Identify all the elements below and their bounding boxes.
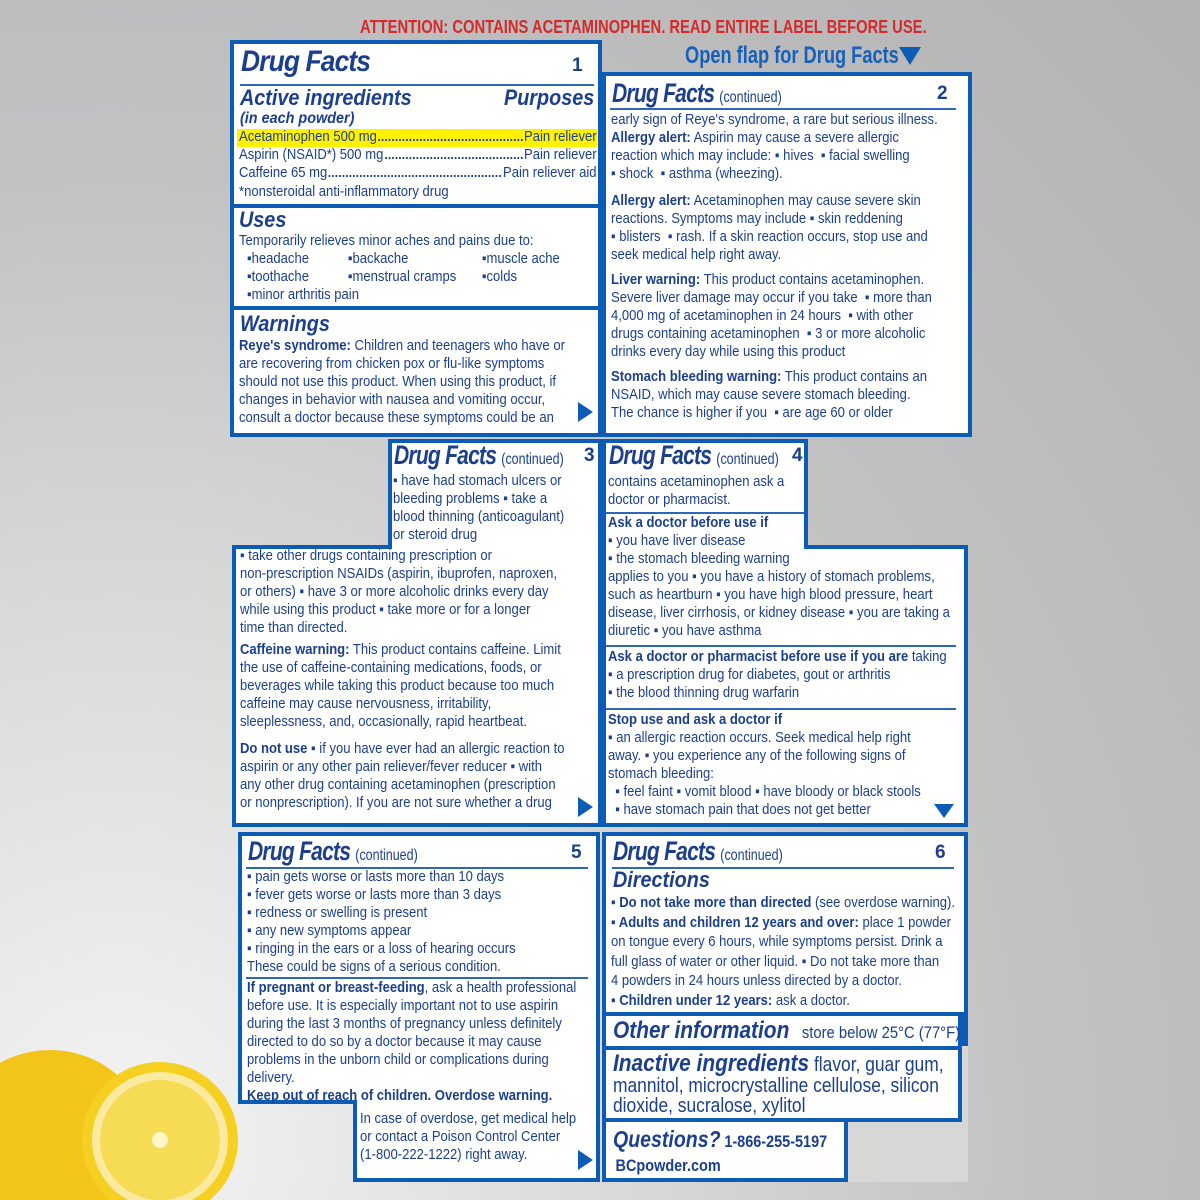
text-line: ▪ a prescription drug for diabetes, gout or arthritis xyxy=(608,666,891,683)
purposes-heading: Purposes xyxy=(504,85,595,110)
uses-list xyxy=(247,250,578,304)
ingredient-row xyxy=(239,146,597,164)
active-ingredients-heading: Active ingredients xyxy=(240,85,412,110)
text-line: ▪ blisters ▪ rash. If a skin reaction occurs, stop use and xyxy=(611,228,928,245)
continued: (continued) xyxy=(716,451,779,468)
text: place 1 powder xyxy=(858,913,951,931)
text-line: doctor or pharmacist. xyxy=(608,491,731,508)
other-info-heading: Other information xyxy=(613,1017,790,1044)
bold-label: ▪ Children under 12 years: xyxy=(611,991,773,1009)
text-line: early sign of Reye's syndrome, a rare but serious illness. xyxy=(611,111,938,128)
title: Drug Facts xyxy=(609,440,712,470)
next-arrow-icon xyxy=(578,797,593,817)
text-line: or others) ▪ have 3 or more alcoholic drinks every day xyxy=(240,583,549,600)
text-line xyxy=(611,913,955,933)
text-line: These could be signs of a serious condition. xyxy=(247,958,501,975)
use-item: ▪menstrual cramps xyxy=(347,268,457,285)
text-line: NSAID, which may cause severe stomach bleeding. xyxy=(611,386,911,403)
continued: (continued) xyxy=(720,847,783,864)
warnings-heading: Warnings xyxy=(240,311,330,336)
text-line: changes in behavior with nausea and vomiting occur, xyxy=(239,391,546,408)
text-line: The chance is higher if you ▪ are age 60 or older xyxy=(611,404,893,421)
continued: (continued) xyxy=(355,847,418,864)
continued: (continued) xyxy=(719,89,782,106)
text-line: consult a doctor because these symptoms could be an xyxy=(239,409,554,426)
other-info xyxy=(613,1017,960,1047)
liver-warning xyxy=(611,271,980,361)
text-line: ▪ ringing in the ears or a loss of hearing occurs xyxy=(247,940,516,957)
text-line: ▪ have stomach pain that does not get better xyxy=(608,801,871,818)
bold-label: ▪ Do not take more than directed xyxy=(611,894,812,911)
text-line: drinks every day while using this product xyxy=(611,343,846,360)
text-line xyxy=(611,893,955,913)
drug-facts-title xyxy=(248,836,418,871)
title: Drug Facts xyxy=(394,440,497,470)
text-line: aspirin or any other pain reliever/fever reducer ▪ with xyxy=(240,758,543,775)
uses-intro: Temporarily relieves minor aches and pains due to: xyxy=(239,232,534,249)
text-line: ▪ pain gets worse or lasts more than 10 days xyxy=(247,868,505,885)
footnote: *nonsteroidal anti-inflammatory drug xyxy=(239,183,449,200)
text-line: ▪ fever gets worse or lasts more than 3 days xyxy=(247,886,502,903)
text-line: contains acetaminophen ask a xyxy=(608,473,785,490)
text-line xyxy=(611,129,938,147)
text: Acetaminophen may cause severe skin xyxy=(690,192,921,209)
bold-label: Stomach bleeding warning: xyxy=(611,368,782,385)
text-line xyxy=(239,337,565,355)
text-line: disease, liver cirrhosis, or kidney disease ▪ you are taking a xyxy=(608,604,950,621)
bold-label: ▪ Adults and children 12 years and over: xyxy=(611,913,859,931)
text-line: ▪ redness or swelling is present xyxy=(247,904,428,921)
warnings-continued-2 xyxy=(240,547,604,637)
text-line: during the last 3 months of pregnancy unless definitely xyxy=(247,1015,562,1032)
text-line xyxy=(240,641,561,659)
text-line: ▪ have had stomach ulcers or xyxy=(393,472,562,489)
text-line: (1-800-222-1222) right away. xyxy=(360,1146,528,1163)
divider xyxy=(606,645,956,647)
text-line: the use of caffeine-containing medications, foods, or xyxy=(240,659,542,676)
questions-heading: Questions? xyxy=(613,1126,721,1152)
text-line: time than directed. xyxy=(240,619,348,636)
text-line xyxy=(608,514,950,532)
use-item: ▪minor arthritis pain xyxy=(247,286,359,303)
inactive-line xyxy=(613,1050,944,1077)
bold-label: Caffeine warning: xyxy=(240,641,350,658)
attention-banner: ATTENTION: CONTAINS ACETAMINOPHEN. READ ENTIRE LABEL BEFORE USE. xyxy=(360,17,927,37)
ingredient-name: Caffeine 65 mg xyxy=(239,164,328,181)
inactive-line: dioxide, sucralose, xylitol xyxy=(613,1095,806,1117)
ingredient-purpose: Pain reliever xyxy=(524,128,597,145)
panel-number: 6 xyxy=(935,842,946,863)
ingredients-list xyxy=(239,128,650,182)
next-arrow-icon xyxy=(578,1150,593,1170)
do-not-use-continued xyxy=(608,473,811,509)
use-item: ▪headache xyxy=(247,250,309,267)
text-line: ▪ an allergic reaction occurs. Seek medical help right xyxy=(608,729,911,746)
stomach-warning xyxy=(611,368,974,422)
drug-facts-title: Drug Facts xyxy=(241,45,371,78)
text: This product contains caffeine. Limit xyxy=(349,641,561,658)
text-line: caffeine may cause nervousness, irritability, xyxy=(240,695,492,712)
uses-heading: Uses xyxy=(239,207,287,232)
warnings-text xyxy=(239,337,614,427)
questions xyxy=(613,1126,827,1176)
bold-label: Reye's syndrome: xyxy=(239,337,351,354)
text-line: diuretic ▪ you have asthma xyxy=(608,622,762,639)
bold-label: Allergy alert: xyxy=(611,129,691,146)
text-line: delivery. xyxy=(247,1069,295,1086)
text-line: beverages while taking this product because too much xyxy=(240,677,555,694)
text-line: stomach bleeding: xyxy=(608,765,714,782)
bold-label: Liver warning: xyxy=(611,271,701,288)
text-line xyxy=(247,1087,576,1105)
text-line: or contact a Poison Control Center xyxy=(360,1128,561,1145)
text-line: reactions. Symptoms may include ▪ skin reddening xyxy=(611,210,903,227)
text: This product contains acetaminophen. xyxy=(700,271,925,288)
ingredient-name: Acetaminophen 500 mg xyxy=(239,128,377,145)
text: This product contains an xyxy=(781,368,927,385)
text-line: reaction which may include: ▪ hives ▪ facial swelling xyxy=(611,147,910,164)
text-line: bleeding problems ▪ take a xyxy=(393,490,548,507)
text-line: directed to do so by a doctor because it may cause xyxy=(247,1033,542,1050)
open-flap-label xyxy=(685,42,921,70)
stop-use xyxy=(608,711,967,819)
phone-number[interactable]: 1-866-255-5197 xyxy=(724,1132,828,1151)
text-line: sleeplessness, and, occasionally, rapid heartbeat. xyxy=(240,713,528,730)
other-info-text: store below 25°C (77°F) xyxy=(801,1023,961,1042)
text-line xyxy=(611,271,932,289)
text: (see overdose warning). xyxy=(811,894,956,911)
bold-label: Ask a doctor before use if xyxy=(608,514,769,531)
text-line: ▪ any new symptoms appear xyxy=(247,922,412,939)
text-line: drugs containing acetaminophen ▪ 3 or more alcoholic xyxy=(611,325,926,342)
bold-label: Ask a doctor or pharmacist before use if you are xyxy=(608,648,909,665)
text-line xyxy=(247,979,576,997)
website-link[interactable]: BCpowder.com xyxy=(615,1156,721,1175)
text: Children and teenagers who have or xyxy=(350,337,565,354)
title: Drug Facts xyxy=(613,836,716,866)
text-line: or nonprescription). If you are not sure whether a drug xyxy=(240,794,552,811)
ask-pharmacist xyxy=(608,648,997,702)
text-line: should not use this product. When using this product, if xyxy=(239,373,557,390)
text-line: In case of overdose, get medical help xyxy=(360,1110,577,1127)
inactive-line: mannitol, microcrystalline cellulose, silicon xyxy=(613,1075,939,1097)
background-cutout xyxy=(962,1046,968,1122)
panel-number: 3 xyxy=(584,445,595,466)
text-line: seek medical help right away. xyxy=(611,246,782,263)
warnings-continued xyxy=(393,472,590,544)
inactive-heading: Inactive ingredients xyxy=(613,1050,810,1077)
text: taking xyxy=(908,648,947,665)
text-line xyxy=(611,991,955,1011)
inactive-text: flavor, guar gum, xyxy=(809,1054,944,1076)
text-line xyxy=(611,368,927,386)
inactive-ingredients xyxy=(613,1050,944,1117)
text-line: are recovering from chicken pox or flu-like symptoms xyxy=(239,355,545,372)
text-line xyxy=(608,711,921,729)
do-not-use xyxy=(240,740,613,812)
title: Drug Facts xyxy=(612,78,715,108)
continued: (continued) xyxy=(501,451,564,468)
text: Aspirin may cause a severe allergic xyxy=(690,129,899,146)
text: ▪ if you have ever had an allergic reaction to xyxy=(307,740,565,757)
directions-heading: Directions xyxy=(613,867,710,892)
leader-dots xyxy=(385,146,522,159)
panel-number: 2 xyxy=(937,83,948,104)
in-each-powder: (in each powder) xyxy=(240,110,355,127)
use-item: ▪muscle ache xyxy=(481,250,560,267)
down-arrow-icon xyxy=(899,47,921,65)
bold-label: Allergy alert: xyxy=(611,192,691,209)
text-line: on tongue every 6 hours, while symptoms persist. Drink a xyxy=(611,933,943,950)
bold-label: Keep out of reach of children. Overdose warning. xyxy=(247,1087,553,1104)
reye-allergy-text xyxy=(611,111,987,183)
text-line: ▪ the stomach bleeding warning xyxy=(608,550,790,567)
ingredient-purpose: Pain reliever aid xyxy=(502,164,597,181)
text-line: applies to you ▪ you have a history of stomach problems, xyxy=(608,568,935,585)
lemon-image xyxy=(0,1020,260,1200)
ingredient-name: Aspirin (NSAID*) 500 mg xyxy=(239,146,384,163)
leader-dots xyxy=(379,128,523,141)
directions-text xyxy=(611,893,1006,1010)
title: Drug Facts xyxy=(248,836,351,866)
text: ask a doctor. xyxy=(772,991,850,1009)
text-line: any other drug containing acetaminophen (prescription xyxy=(240,776,556,793)
leader-dots xyxy=(329,164,501,177)
panel-number: 5 xyxy=(571,842,582,863)
text-line: 4,000 mg of acetaminophen in 24 hours ▪ with other xyxy=(611,307,914,324)
divider xyxy=(610,108,956,110)
bold-label: If pregnant or breast-feeding xyxy=(247,979,425,996)
text-line: non-prescription NSAIDs (aspirin, ibuprofen, naproxen, xyxy=(240,565,557,582)
overdose-text xyxy=(360,1110,608,1164)
text-line xyxy=(608,648,947,666)
drug-facts-title xyxy=(613,836,783,871)
text-line: ▪ take other drugs containing prescription or xyxy=(240,547,493,564)
next-arrow-icon xyxy=(578,402,593,422)
questions-line xyxy=(613,1126,827,1156)
allergy-text xyxy=(611,192,975,264)
use-item: ▪toothache xyxy=(247,268,309,285)
text-line: ▪ feel faint ▪ vomit blood ▪ have bloody or black stools xyxy=(608,783,921,800)
ingredient-row xyxy=(239,128,597,146)
ingredient-row xyxy=(239,164,597,182)
bold-label: Stop use and ask a doctor if xyxy=(608,711,783,728)
ask-doctor xyxy=(608,514,1001,640)
text-line: before use. It is especially important not to use aspirin xyxy=(247,997,559,1014)
panel-number: 1 xyxy=(572,55,583,76)
text-line: or steroid drug xyxy=(393,526,478,543)
text-line xyxy=(240,740,565,758)
down-arrow-icon xyxy=(934,804,954,818)
text-line: problems in the unborn child or complications during xyxy=(247,1051,549,1068)
background-cutout xyxy=(848,1122,968,1182)
use-item: ▪colds xyxy=(481,268,517,285)
text: , ask a health professional xyxy=(424,979,577,996)
text-line: such as heartburn ▪ you have high blood pressure, heart xyxy=(608,586,933,603)
divider xyxy=(606,708,956,710)
text-line: blood thinning (anticoagulant) xyxy=(393,508,565,525)
panel-number: 4 xyxy=(792,445,803,466)
text-line: while using this product ▪ take more or for a longer xyxy=(240,601,531,618)
ingredient-purpose: Pain reliever xyxy=(524,146,597,163)
drug-facts-title xyxy=(394,440,564,475)
pregnancy-warning xyxy=(247,979,625,1105)
text-line: 4 powders in 24 hours unless directed by a doctor. xyxy=(611,972,902,989)
text-line: full glass of water or other liquid. ▪ Do not take more than xyxy=(611,952,940,970)
text-line: ▪ shock ▪ asthma (wheezing). xyxy=(611,165,783,182)
caffeine-warning xyxy=(240,641,609,731)
text-line: ▪ the blood thinning drug warfarin xyxy=(608,684,800,701)
drug-facts-title xyxy=(609,440,779,475)
text-line: ▪ you have liver disease xyxy=(608,532,746,549)
text-line: away. ▪ you experience any of the following signs of xyxy=(608,747,906,764)
text-line: Severe liver damage may occur if you take ▪ more than xyxy=(611,289,932,306)
use-item: ▪backache xyxy=(347,250,409,267)
text-line xyxy=(611,192,928,210)
bold-label: Do not use xyxy=(240,740,308,757)
stop-use-continued xyxy=(247,868,556,976)
open-flap-text: Open flap for Drug Facts xyxy=(685,42,899,69)
